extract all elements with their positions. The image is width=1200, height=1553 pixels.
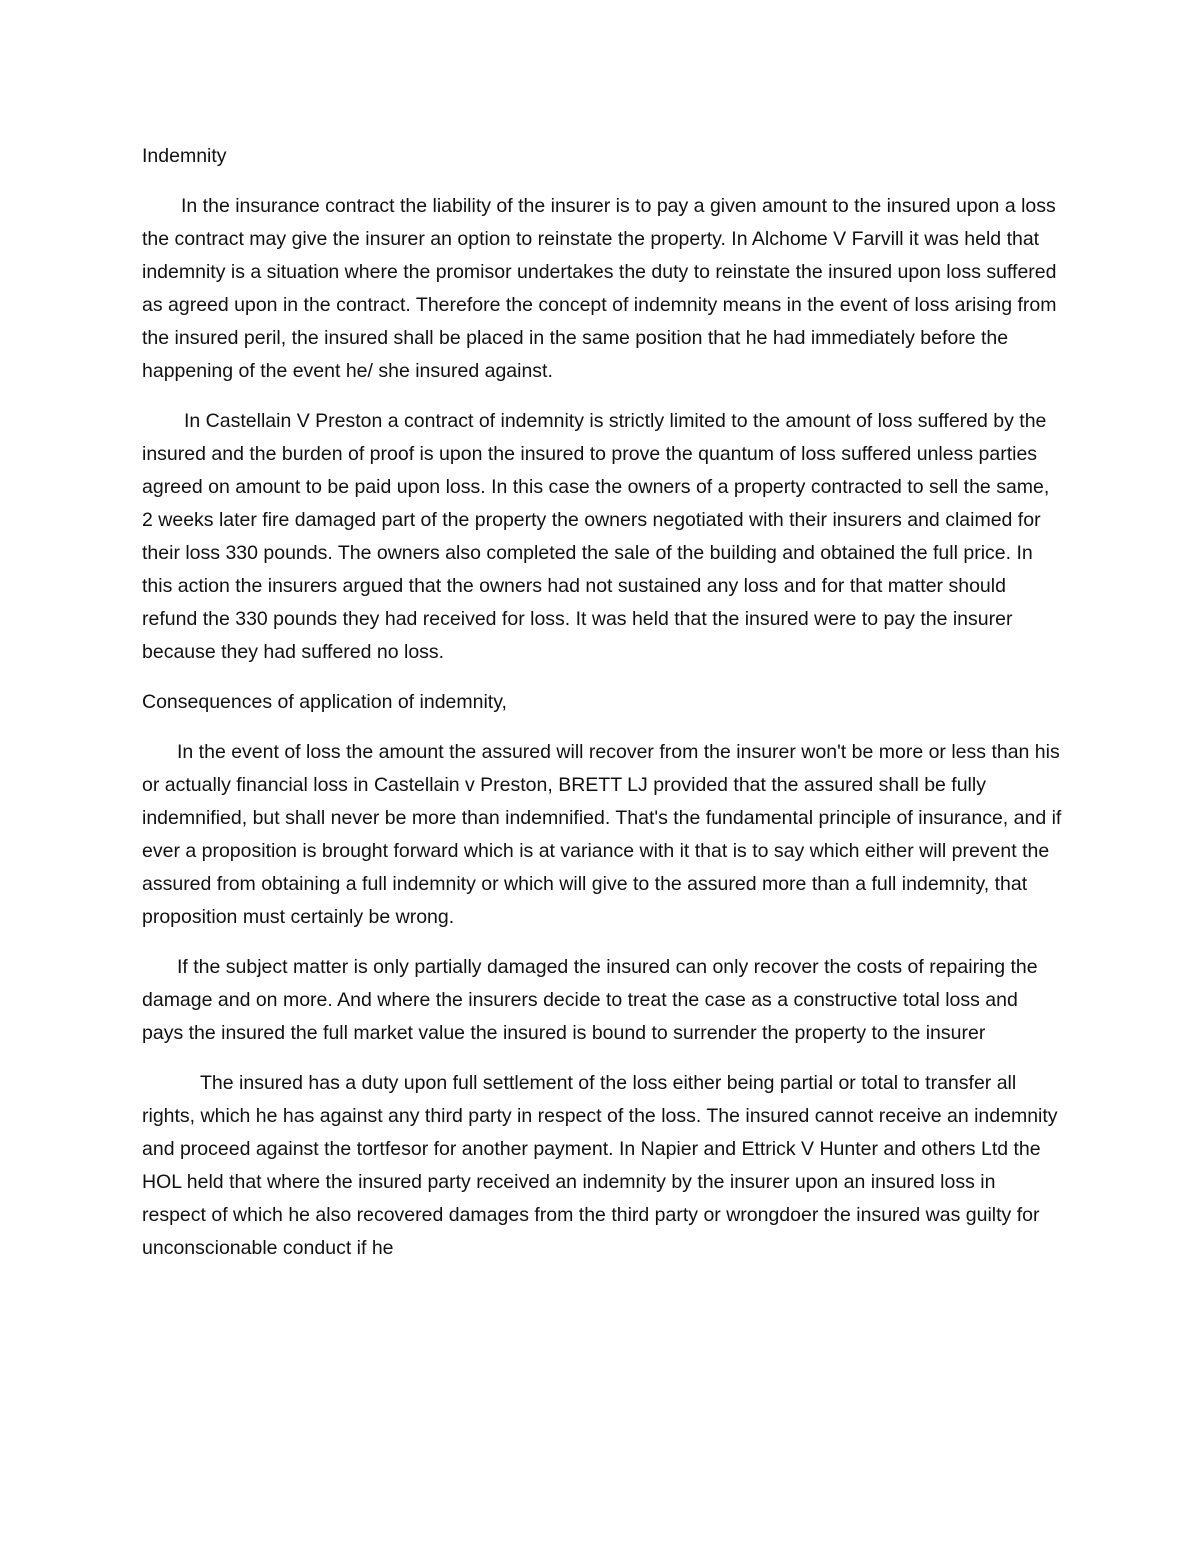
document-title: Indemnity (142, 145, 227, 167)
document-body (142, 140, 1062, 1265)
paragraph-3: In the event of loss the amount the assured will recover from the insurer won't be more or less than his or actually financial loss in Castellain v Preston, BRETT LJ provided that the assured shall be fully indemnified, but shall never be more than indemnified. That's the fundamental principle of insurance, and if ever a proposition is brought forward which is at variance with it that is to say which either will prevent the assured from obtaining a full indemnity or which will give to the assured more than a full indemnity, that proposition must certainly be wrong. (142, 741, 1062, 928)
section-heading: Consequences of application of indemnity, (142, 691, 507, 713)
paragraph-4: If the subject matter is only partially damaged the insured can only recover the costs of repairing the damage and on more. And where the insurers decide to treat the case as a constructive total loss and pays the insured the full market value the insured is bound to surrender the property to the insurer (142, 956, 1038, 1044)
paragraph-5: The insured has a duty upon full settlement of the loss either being partial or total to transfer all rights, which he has against any third party in respect of the loss. The insured cannot receive an indemnity and proceed against the tortfesor for another payment. In Napier and Ettrick V Hunter and others Ltd the HOL held that where the insured party received an indemnity by the insurer upon an insured loss in respect of which he also recovered damages from the third party or wrongdoer the insured was guilty for unconscionable conduct if he (142, 1072, 1058, 1259)
paragraph-1: In the insurance contract the liability of the insurer is to pay a given amount to the insured upon a loss the contract may give the insurer an option to reinstate the property. In Alchome V Farvill it was held that indemnity is a situation where the promisor undertakes the duty to reinstate the insured upon loss suffered as agreed upon in the contract. Therefore the concept of indemnity means in the event of loss arising from the insured peril, the insured shall be placed in the same position that he had immediately before the happening of the event he/ she insured against. (142, 195, 1057, 382)
paragraph-2: In Castellain V Preston a contract of indemnity is strictly limited to the amount of loss suffered by the insured and the burden of proof is upon the insured to prove the quantum of loss suffered unless parties agreed on amount to be paid upon loss. In this case the owners of a property contracted to sell the same, 2 weeks later fire damaged part of the property the owners negotiated with their insurers and claimed for their loss 330 pounds. The owners also completed the sale of the building and obtained the full price. In this action the insurers argued that the owners had not sustained any loss and for that matter should refund the 330 pounds they had received for loss. It was held that the insured were to pay the insurer because they had suffered no loss. (142, 410, 1050, 663)
